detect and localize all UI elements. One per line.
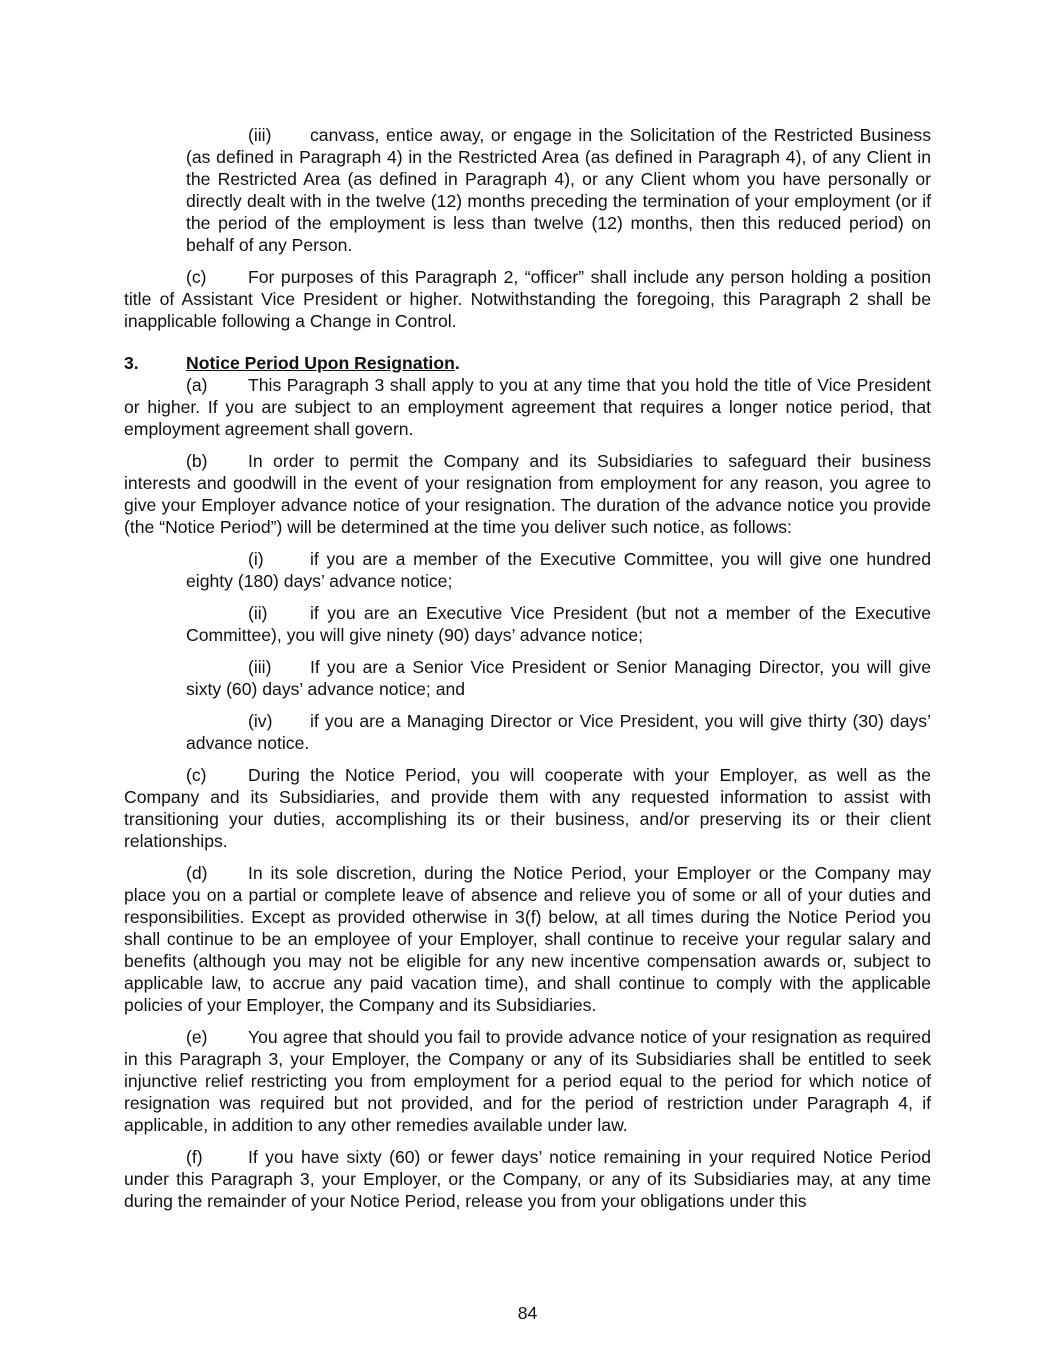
- item-label: (i): [248, 549, 264, 569]
- item-label: (iii): [248, 657, 272, 677]
- section-title-punct: .: [454, 353, 460, 373]
- item-text: If you have sixty (60) or fewer days’ notice remaining in your required Notice Period under this Paragraph 3, your Employer, or the Company, or any of its Subsidiaries may, at any time during the remainder of your Notice Period, release you from your obligations under this: [124, 1147, 931, 1211]
- item-text: In order to permit the Company and its Subsidiaries to safeguard their business interests and goodwill in the event of your resignation from employment for any reason, you agree to give your Employer advance notice of your resignation. The duration of the advance notice you provide (the “Notice Period”) will be determined at the time you deliver such notice, as follows:: [124, 451, 931, 537]
- item-text: For purposes of this Paragraph 2, “officer” shall include any person holding a position title of Assistant Vice President or higher. Notwithstanding the foregoing, this Paragraph 2 shall be inapplicable following a Change in Control.: [124, 267, 931, 331]
- item-label: (e): [186, 1027, 208, 1047]
- paragraph-3-f: [124, 1146, 931, 1212]
- document-page: [124, 124, 931, 1212]
- item-text: During the Notice Period, you will cooperate with your Employer, as well as the Company and its Subsidiaries, and provide them with any requested information to assist with transitioning your duties, accomplishing its or their business, and/or preserving its or their client relationships.: [124, 765, 931, 851]
- item-text: canvass, entice away, or engage in the Solicitation of the Restricted Business (as defined in Paragraph 4) in the Restricted Area (as defined in Paragraph 4), of any Client in the Restricted Area (as defined in Paragraph 4), or any Client whom you have personally or directly dealt with in the twelve (12) months preceding the termination of your employment (or if the period of the employment is less than twelve (12) months, then this reduced period) on behalf of any Person.: [186, 125, 931, 255]
- paragraph-3-b-ii: [186, 602, 931, 646]
- paragraph-3-c: [124, 764, 931, 852]
- section-number: 3.: [124, 353, 139, 373]
- item-label: (a): [186, 375, 208, 395]
- item-label: (iv): [248, 711, 273, 731]
- section-3-heading: [124, 352, 931, 374]
- item-text: This Paragraph 3 shall apply to you at any time that you hold the title of Vice President or higher. If you are subject to an employment agreement that requires a longer notice period, that employment agreement shall govern.: [124, 375, 931, 439]
- item-text: You agree that should you fail to provide advance notice of your resignation as required in this Paragraph 3, your Employer, the Company or any of its Subsidiaries shall be entitled to seek injunctive relief restricting you from employment for a period equal to the period for which notice of resignation was required but not provided, and for the period of restriction under Paragraph 4, if applicable, in addition to any other remedies available under law.: [124, 1027, 931, 1135]
- item-text: if you are a Managing Director or Vice President, you will give thirty (30) days’ advance notice.: [186, 711, 931, 753]
- item-label: (iii): [248, 125, 272, 145]
- paragraph-3-b-iii: [186, 656, 931, 700]
- paragraph-3-b: [124, 450, 931, 538]
- page-number: 84: [517, 1303, 538, 1323]
- item-text: if you are an Executive Vice President (but not a member of the Executive Committee), you will give ninety (90) days’ advance notice;: [186, 603, 931, 645]
- item-label: (c): [186, 267, 207, 287]
- item-text: if you are a member of the Executive Committee, you will give one hundred eighty (180) days’ advance notice;: [186, 549, 931, 591]
- item-label: (f): [186, 1147, 203, 1167]
- section-title: Notice Period Upon Resignation: [186, 353, 455, 373]
- item-label: (d): [186, 863, 208, 883]
- item-label: (b): [186, 451, 208, 471]
- item-label: (c): [186, 765, 207, 785]
- paragraph-3-b-iv: [186, 710, 931, 754]
- paragraph-3-b-i: [186, 548, 931, 592]
- item-label: (ii): [248, 603, 268, 623]
- paragraph-3-e: [124, 1026, 931, 1136]
- item-text: In its sole discretion, during the Notice Period, your Employer or the Company may place you on a partial or complete leave of absence and relieve you of some or all of your duties and responsibilities. Except as provided otherwise in 3(f) below, at all times during the Notice Period you shall continue to be an employee of your Employer, shall continue to receive your regular salary and benefits (although you may not be eligible for any new incentive compensation awards or, subject to applicable law, to accrue any paid vacation time), and shall continue to comply with the applicable policies of your Employer, the Company and its Subsidiaries.: [124, 863, 931, 1015]
- item-text: If you are a Senior Vice President or Senior Managing Director, you will give sixty (60) days’ advance notice; and: [186, 657, 931, 699]
- paragraph-3-d: [124, 862, 931, 1016]
- paragraph-2-b-iii: [186, 124, 931, 256]
- paragraph-3-a: [124, 374, 931, 440]
- paragraph-2-c: [124, 266, 931, 332]
